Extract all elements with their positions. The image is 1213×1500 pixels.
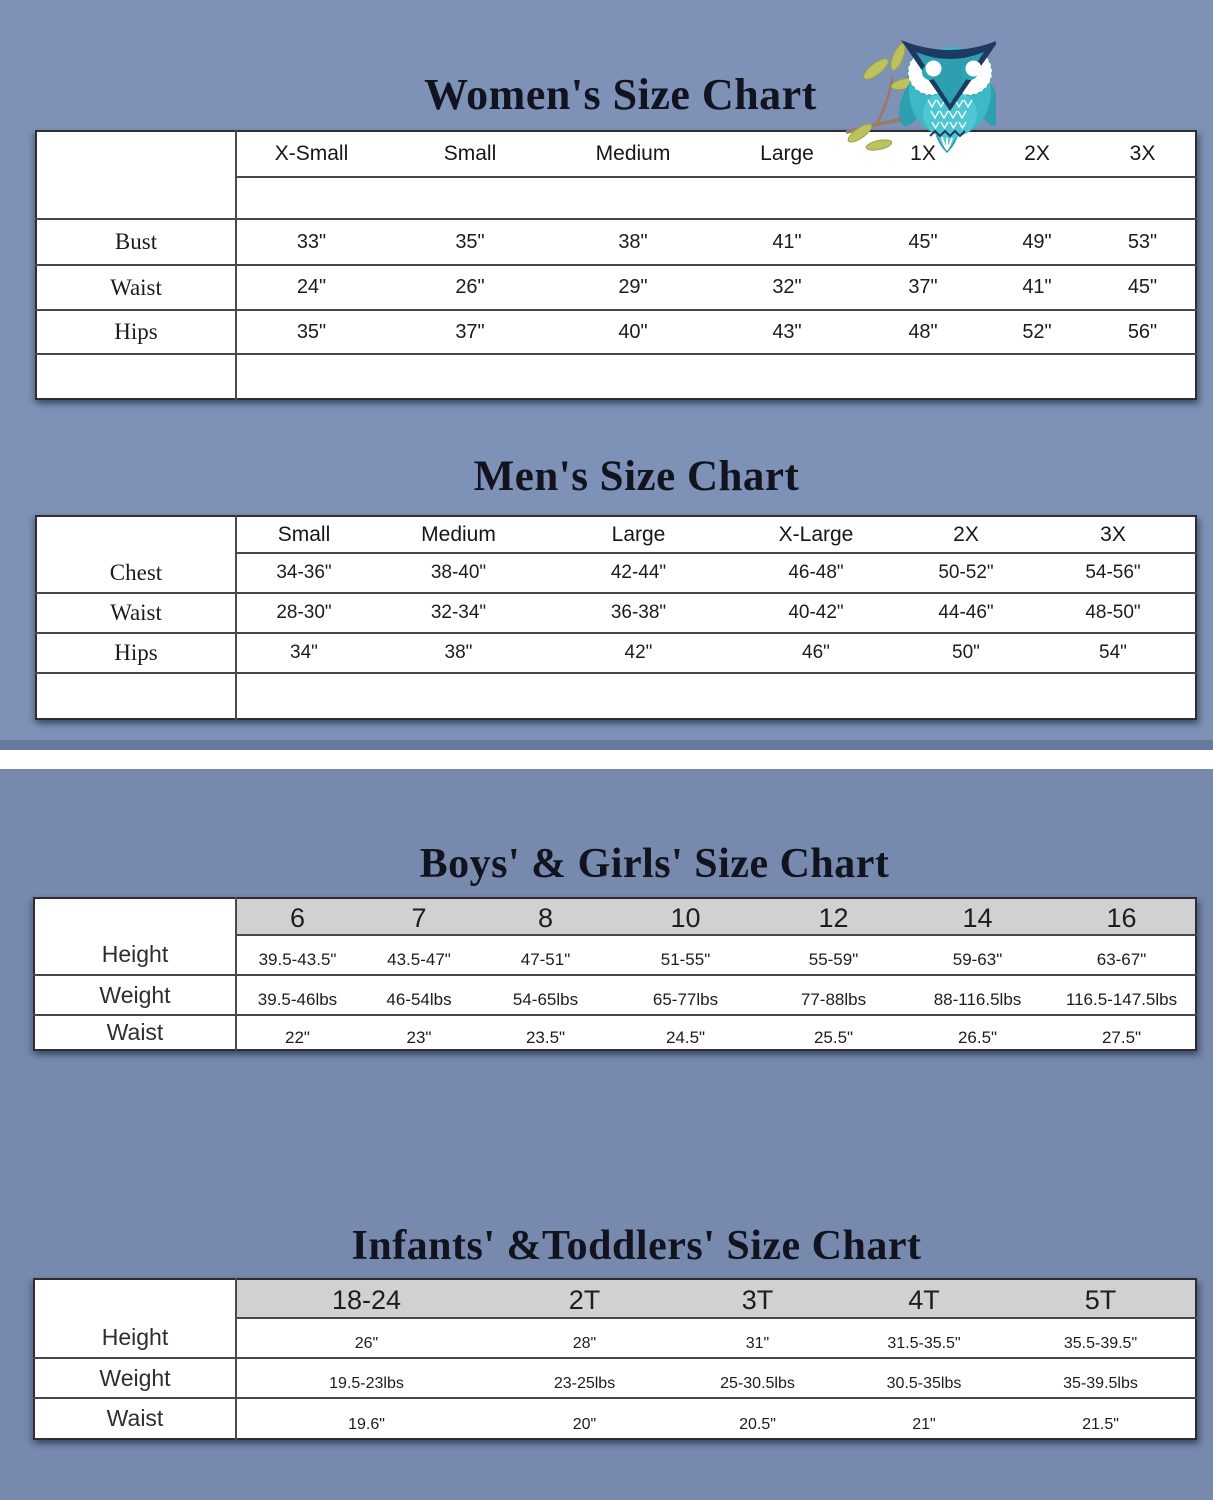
value-cell: 65-77lbs <box>611 975 760 1015</box>
table-row <box>34 1279 1196 1318</box>
size-header-cell: 3T <box>673 1279 842 1318</box>
corner-cell <box>36 516 236 553</box>
table-row <box>34 975 1196 1015</box>
value-cell: 42" <box>546 633 731 673</box>
size-header-cell: 12 <box>760 898 907 935</box>
size-header-cell: 5T <box>1006 1279 1196 1318</box>
value-cell: 23-25lbs <box>496 1358 673 1398</box>
size-header-cell: Large <box>546 516 731 553</box>
row-label-cell <box>36 177 236 219</box>
value-cell: 27.5" <box>1101 1027 1142 1047</box>
value-cell: 116.5-147.5lbs <box>1048 975 1196 1015</box>
table-row <box>36 633 1196 673</box>
size-header-cell: 18-24 <box>236 1279 496 1318</box>
value-cell: 28-30" <box>236 593 371 633</box>
row-label-cell: Hips <box>36 310 236 354</box>
value-cell: 21" <box>912 1415 936 1433</box>
value-cell: 37" <box>862 265 984 310</box>
value-cell: 25-30.5lbs <box>673 1358 842 1398</box>
size-header-cell: Large <box>712 131 862 177</box>
value-cell: 19.5-23lbs <box>236 1358 496 1398</box>
size-header-cell: 8 <box>480 898 611 935</box>
value-cell: 39.5-46lbs <box>236 975 358 1015</box>
value-cell: 52" <box>984 310 1090 354</box>
value-cell: 21.5" <box>1082 1415 1119 1433</box>
corner-cell <box>34 898 236 935</box>
value-cell: 43.5-47" <box>358 935 480 975</box>
table-row <box>36 673 1196 719</box>
value-cell: 28" <box>496 1318 673 1358</box>
row-label-cell: Height <box>34 935 236 975</box>
value-cell: 59-63" <box>907 935 1048 975</box>
value-cell: 38-40" <box>371 553 546 593</box>
spacer-cell <box>236 177 1196 219</box>
value-cell: 56" <box>1090 310 1196 354</box>
value-cell: 34-36" <box>236 553 371 593</box>
value-cell: 35-39.5lbs <box>1006 1358 1196 1398</box>
size-header-cell: 7 <box>358 898 480 935</box>
value-cell: 23.5" <box>525 1027 566 1047</box>
value-cell: 88-116.5lbs <box>907 975 1048 1015</box>
value-cell: 31.5-35.5" <box>842 1318 1006 1358</box>
boys-girls-size-table <box>33 897 1197 1051</box>
size-header-cell: Small <box>236 516 371 553</box>
row-label-cell: Weight <box>34 975 236 1015</box>
table-row <box>36 553 1196 593</box>
value-cell: 50" <box>901 633 1031 673</box>
value-cell: 51-55" <box>611 935 760 975</box>
value-cell: 50-52" <box>901 553 1031 593</box>
table-row <box>34 1015 1196 1050</box>
value-cell: 34" <box>236 633 371 673</box>
table-row <box>36 354 1196 399</box>
section-divider <box>0 750 1213 769</box>
table-row <box>36 219 1196 265</box>
mens-size-table <box>35 515 1197 720</box>
value-cell: 55-59" <box>760 935 907 975</box>
value-cell: 35" <box>236 310 386 354</box>
value-cell: 48-50" <box>1031 593 1196 633</box>
value-cell: 63-67" <box>1048 935 1196 975</box>
size-header-cell: 3X <box>1031 516 1196 553</box>
value-cell: 54-65lbs <box>480 975 611 1015</box>
value-cell: 41" <box>712 219 862 265</box>
size-header-cell: 2T <box>496 1279 673 1318</box>
table-row <box>34 898 1196 935</box>
size-header-cell: 2X <box>901 516 1031 553</box>
value-cell: 33" <box>236 219 386 265</box>
value-cell: 43" <box>712 310 862 354</box>
row-label-cell: Bust <box>36 219 236 265</box>
value-cell: 30.5-35lbs <box>842 1358 1006 1398</box>
value-cell: 39.5-43.5" <box>236 935 358 975</box>
row-label-cell: Weight <box>34 1358 236 1398</box>
value-cell: 46-54lbs <box>358 975 480 1015</box>
row-label-cell: Waist <box>36 593 236 633</box>
value-cell: 53" <box>1090 219 1196 265</box>
value-cell: 22" <box>285 1027 310 1047</box>
size-header-cell: 2X <box>984 131 1090 177</box>
size-header-cell: 1X <box>862 131 984 177</box>
value-cell: 41" <box>984 265 1090 310</box>
size-header-cell: 10 <box>611 898 760 935</box>
value-cell: 54" <box>1031 633 1196 673</box>
womens-size-table <box>35 130 1197 400</box>
value-cell: 31" <box>673 1318 842 1358</box>
section-edge-shadow <box>0 740 1213 750</box>
infants-toddlers-size-table <box>33 1278 1197 1440</box>
value-cell: 47-51" <box>480 935 611 975</box>
value-cell: 40-42" <box>731 593 901 633</box>
value-cell: 24.5" <box>665 1027 706 1047</box>
owl-icon <box>846 14 996 154</box>
value-cell: 45" <box>1090 265 1196 310</box>
value-cell: 23" <box>406 1027 432 1047</box>
kids-chart-title: Boys' & Girls' Size Chart <box>419 841 890 887</box>
value-cell: 48" <box>862 310 984 354</box>
value-cell: 26.5" <box>957 1027 998 1047</box>
men-chart-title: Men's Size Chart <box>473 453 800 500</box>
value-cell: 26" <box>236 1318 496 1358</box>
row-label-cell <box>36 354 236 399</box>
value-cell: 26" <box>386 265 554 310</box>
value-cell: 45" <box>862 219 984 265</box>
table-row <box>36 310 1196 354</box>
size-header-cell: Small <box>386 131 554 177</box>
value-cell: 54-56" <box>1031 553 1196 593</box>
row-label-cell: Waist <box>36 265 236 310</box>
value-cell: 19.6" <box>348 1415 385 1433</box>
table-row <box>34 935 1196 975</box>
value-cell: 32" <box>712 265 862 310</box>
size-header-cell: 6 <box>236 898 358 935</box>
table-row <box>34 1318 1196 1358</box>
value-cell: 24" <box>236 265 386 310</box>
table-row <box>36 516 1196 553</box>
size-header-cell: X-Small <box>236 131 386 177</box>
value-cell: 42-44" <box>546 553 731 593</box>
value-cell: 38" <box>554 219 712 265</box>
value-cell: 32-34" <box>371 593 546 633</box>
size-header-cell: Medium <box>554 131 712 177</box>
row-label-cell: Waist <box>34 1015 236 1050</box>
value-cell: 44-46" <box>901 593 1031 633</box>
value-cell: 20.5" <box>739 1415 776 1433</box>
row-label-cell: Chest <box>36 553 236 593</box>
row-label-cell: Waist <box>34 1398 236 1439</box>
value-cell: 49" <box>984 219 1090 265</box>
size-header-cell: 4T <box>842 1279 1006 1318</box>
empty-cell <box>236 673 1196 719</box>
size-header-cell: X-Large <box>731 516 901 553</box>
value-cell: 38" <box>371 633 546 673</box>
value-cell: 29" <box>554 265 712 310</box>
row-label-cell <box>36 673 236 719</box>
value-cell: 40" <box>554 310 712 354</box>
table-row <box>36 177 1196 219</box>
corner-cell <box>36 131 236 177</box>
table-row <box>36 593 1196 633</box>
table-row <box>34 1358 1196 1398</box>
value-cell: 46" <box>731 633 901 673</box>
size-header-cell: 14 <box>907 898 1048 935</box>
table-row <box>36 265 1196 310</box>
women-chart-title: Women's Size Chart <box>424 70 817 119</box>
size-header-cell: 3X <box>1090 131 1196 177</box>
table-row <box>34 1398 1196 1439</box>
value-cell: 25.5" <box>813 1027 854 1047</box>
size-header-cell: 16 <box>1048 898 1196 935</box>
infants-chart-title: Infants' &Toddlers' Size Chart <box>351 1223 922 1269</box>
value-cell: 36-38" <box>546 593 731 633</box>
value-cell: 46-48" <box>731 553 901 593</box>
value-cell: 35" <box>386 219 554 265</box>
value-cell: 37" <box>386 310 554 354</box>
value-cell: 77-88lbs <box>760 975 907 1015</box>
row-label-cell: Hips <box>36 633 236 673</box>
value-cell: 20" <box>572 1415 597 1433</box>
empty-cell <box>236 354 1196 399</box>
table-row <box>36 131 1196 177</box>
value-cell: 35.5-39.5" <box>1006 1318 1196 1358</box>
corner-cell <box>34 1279 236 1318</box>
row-label-cell: Height <box>34 1318 236 1358</box>
size-header-cell: Medium <box>371 516 546 553</box>
